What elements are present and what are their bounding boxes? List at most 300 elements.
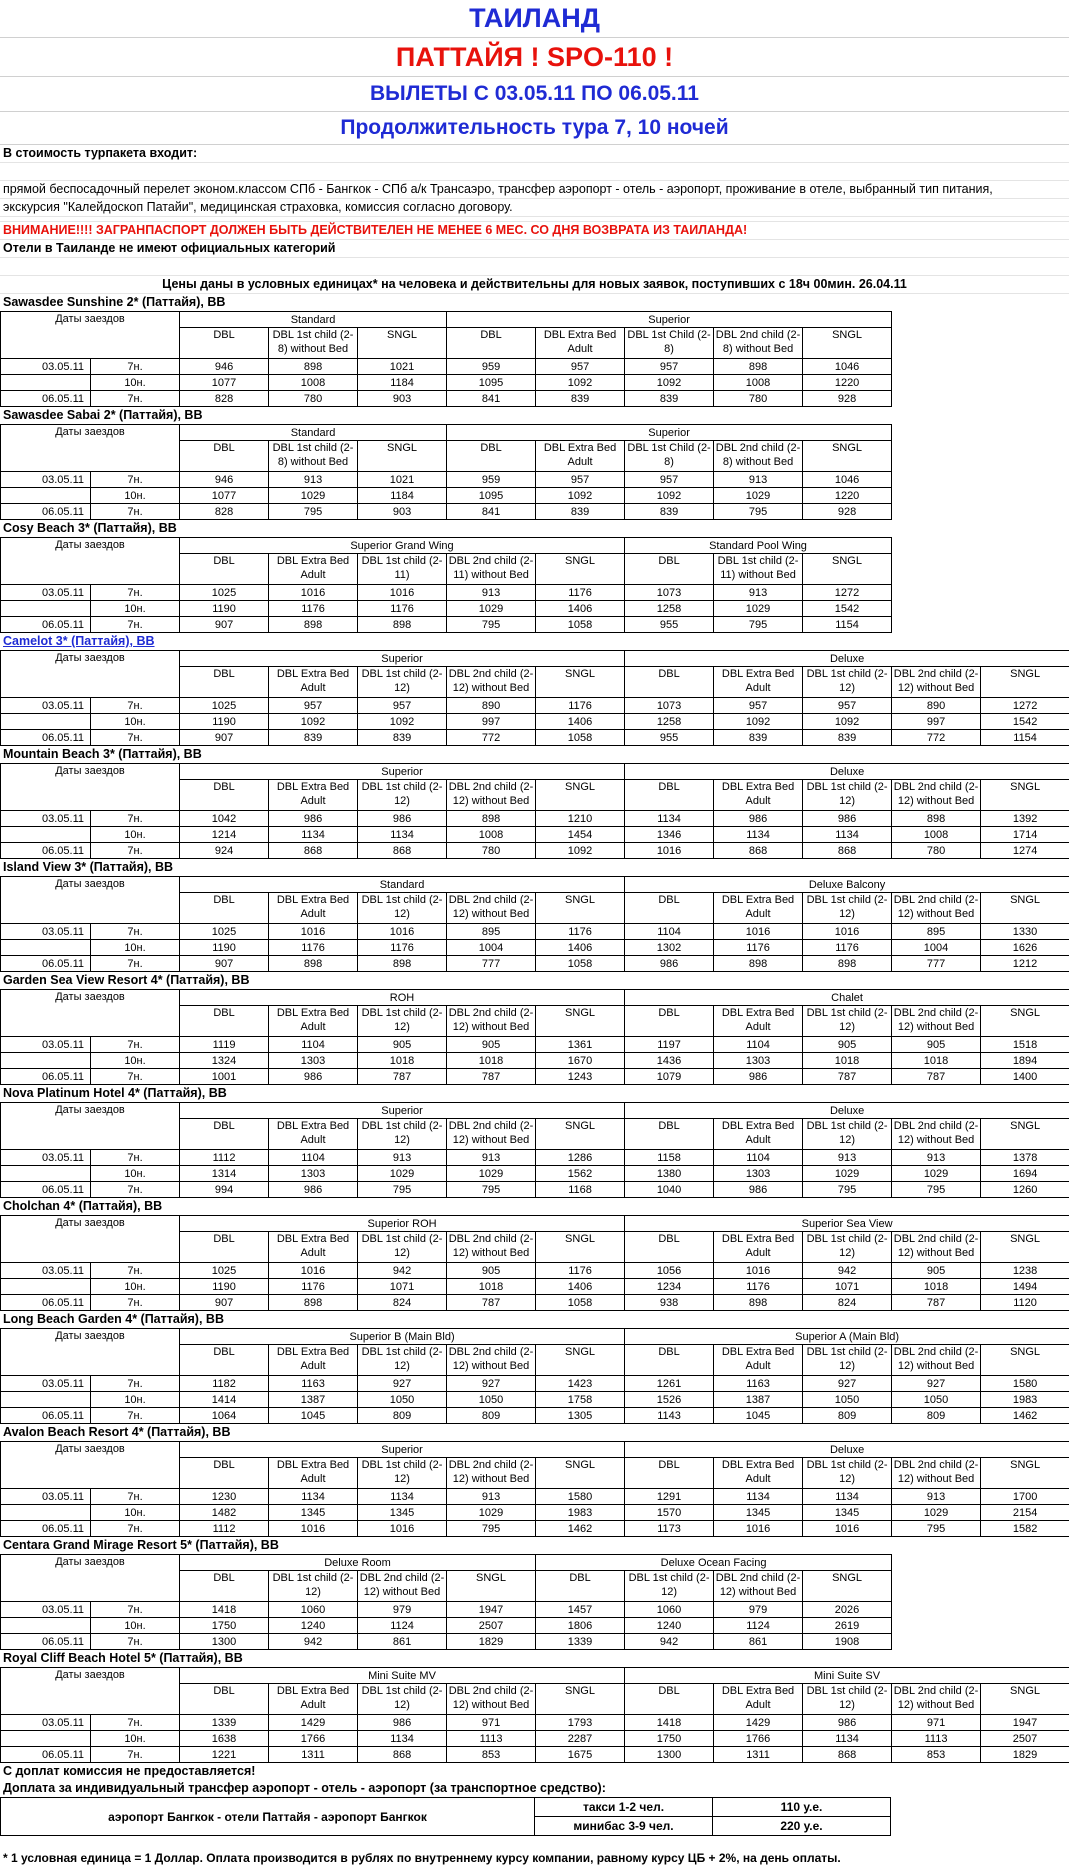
hotel-name: Avalon Beach Resort 4* (Паттайя), BB: [0, 1424, 1069, 1441]
column-header: DBL: [180, 1006, 269, 1037]
price-cell: 1134: [358, 1489, 447, 1505]
price-cell: 1021: [358, 359, 447, 375]
column-header: DBL: [180, 1119, 269, 1150]
price-cell: 1184: [358, 375, 447, 391]
price-cell: 1210: [536, 811, 625, 827]
room-type-header: Deluxe: [625, 651, 1069, 667]
hotel-name: Garden Sea View Resort 4* (Паттайя), BB: [0, 972, 1069, 989]
table-row: [1, 391, 892, 407]
column-header: DBL: [625, 554, 714, 585]
arrival-date: 03.05.11: [1, 811, 91, 827]
price-cell: 1214: [180, 827, 269, 843]
price-cell: 1056: [625, 1263, 714, 1279]
price-cell: 777: [892, 956, 981, 972]
price-cell: 913: [714, 585, 803, 601]
column-header: DBL Extra Bed Adult: [714, 1119, 803, 1150]
arrival-date: [1, 1618, 91, 1634]
price-cell: 979: [358, 1602, 447, 1618]
price-cell: 1008: [892, 827, 981, 843]
price-cell: 938: [625, 1295, 714, 1311]
price-cell: 868: [269, 843, 358, 859]
price-cell: 1429: [269, 1715, 358, 1731]
price-cell: 955: [625, 617, 714, 633]
price-cell: 809: [892, 1408, 981, 1424]
blank-row: [0, 258, 1069, 276]
price-cell: 780: [714, 391, 803, 407]
no-commission-note: С доплат комиссия не предоставляется!: [0, 1763, 1069, 1780]
price-cell: 839: [269, 730, 358, 746]
column-header: DBL 1st child (2-12): [803, 780, 892, 811]
price-cell: 1380: [625, 1166, 714, 1182]
price-cell: 1008: [714, 375, 803, 391]
price-cell: 1134: [269, 1489, 358, 1505]
includes-text-continued: экскурсия "Калейдоскоп Патайи", медицинская страховка, комиссия согласно договору.: [0, 199, 1069, 217]
price-cell: 907: [180, 730, 269, 746]
table-row: [1, 1150, 1069, 1166]
price-cell: 1894: [981, 1053, 1069, 1069]
price-cell: 1305: [536, 1408, 625, 1424]
nights-count: 7н.: [91, 1521, 180, 1537]
price-cell: 1025: [180, 1263, 269, 1279]
blank-row: [0, 163, 1069, 181]
arrival-date: 06.05.11: [1, 730, 91, 746]
hotel-block: [0, 1085, 1069, 1198]
hotel-block: [0, 520, 1069, 633]
price-cell: 1016: [803, 924, 892, 940]
price-cell: 1626: [981, 940, 1069, 956]
price-cell: 1238: [981, 1263, 1069, 1279]
column-header: DBL Extra Bed Adult: [269, 1345, 358, 1376]
nights-count: 7н.: [91, 730, 180, 746]
price-cell: 1079: [625, 1069, 714, 1085]
column-header: DBL: [180, 1571, 269, 1602]
price-cell: 1029: [447, 1166, 536, 1182]
price-cell: 1112: [180, 1150, 269, 1166]
room-type-header: Standard: [180, 425, 447, 441]
price-cell: 1001: [180, 1069, 269, 1085]
price-cell: 1190: [180, 940, 269, 956]
column-header: DBL Extra Bed Adult: [269, 893, 358, 924]
price-cell: 1092: [803, 714, 892, 730]
hotel-block: [0, 1311, 1069, 1424]
table-row: [1, 1166, 1069, 1182]
column-header: DBL 2nd child (2-12) without Bed: [892, 893, 981, 924]
nights-count: 7н.: [91, 1037, 180, 1053]
price-cell: 1190: [180, 714, 269, 730]
nights-count: 7н.: [91, 1489, 180, 1505]
price-cell: 2507: [981, 1731, 1069, 1747]
nights-count: 10н.: [91, 1166, 180, 1182]
offer-title: ПАТТАЙЯ ! SPO-110 !: [0, 38, 1069, 77]
room-type-header: Deluxe: [625, 1442, 1069, 1458]
price-cell: 942: [358, 1263, 447, 1279]
price-cell: 1829: [981, 1747, 1069, 1763]
price-cell: 913: [447, 1489, 536, 1505]
price-cell: 787: [447, 1069, 536, 1085]
price-cell: 994: [180, 1182, 269, 1198]
price-cell: 772: [447, 730, 536, 746]
column-header: DBL Extra Bed Adult: [714, 1006, 803, 1037]
table-row: [1, 956, 1069, 972]
price-cell: 913: [447, 1150, 536, 1166]
price-cell: 1058: [536, 956, 625, 972]
column-header: DBL 2nd child (2-12) without Bed: [447, 1006, 536, 1037]
column-header: DBL Extra Bed Adult: [269, 1684, 358, 1715]
price-cell: 928: [803, 391, 892, 407]
dates-header: Даты заездов: [1, 764, 180, 811]
price-cell: 898: [269, 359, 358, 375]
price-cell: 997: [447, 714, 536, 730]
column-header: DBL: [625, 893, 714, 924]
arrival-date: 06.05.11: [1, 956, 91, 972]
price-cell: 1406: [536, 714, 625, 730]
hotel-block: [0, 407, 1069, 520]
price-cell: 1766: [269, 1731, 358, 1747]
price-cell: 1542: [981, 714, 1069, 730]
column-header: SNGL: [447, 1571, 536, 1602]
price-cell: 1046: [803, 472, 892, 488]
price-cell: 986: [714, 1182, 803, 1198]
room-type-header: Mini Suite MV: [180, 1668, 625, 1684]
nights-count: 7н.: [91, 811, 180, 827]
column-header: SNGL: [536, 1345, 625, 1376]
nights-count: 7н.: [91, 1150, 180, 1166]
hotels-list: [0, 294, 1069, 1763]
price-cell: 1016: [358, 1521, 447, 1537]
column-header: DBL 1st child (2-8) without Bed: [269, 441, 358, 472]
price-cell: 1378: [981, 1150, 1069, 1166]
price-cell: 1134: [625, 811, 714, 827]
column-header: SNGL: [536, 893, 625, 924]
arrival-date: [1, 1053, 91, 1069]
arrival-date: 06.05.11: [1, 504, 91, 520]
price-cell: 1311: [269, 1747, 358, 1763]
price-cell: 898: [358, 956, 447, 972]
column-header: DBL 1st child (2-11) without Bed: [714, 554, 803, 585]
column-header: DBL 2nd child (2-12) without Bed: [447, 780, 536, 811]
price-cell: 1345: [803, 1505, 892, 1521]
table-row: [1, 1489, 1069, 1505]
arrival-date: [1, 488, 91, 504]
table-row: [1, 1521, 1069, 1537]
hotel-name[interactable]: Camelot 3* (Паттайя), BB: [0, 633, 1069, 650]
dates-header: Даты заездов: [1, 1329, 180, 1376]
price-cell: 1163: [714, 1376, 803, 1392]
dates-header: Даты заездов: [1, 1216, 180, 1263]
price-cell: 839: [536, 391, 625, 407]
column-header: SNGL: [536, 1458, 625, 1489]
arrival-date: 06.05.11: [1, 1408, 91, 1424]
price-cell: 868: [358, 843, 447, 859]
table-row: [1, 1618, 892, 1634]
price-cell: 1758: [536, 1392, 625, 1408]
arrival-date: 03.05.11: [1, 698, 91, 714]
price-cell: 1134: [714, 827, 803, 843]
transfer-price: 220 у.е.: [713, 1817, 891, 1836]
price-table: [0, 876, 1069, 972]
price-cell: 927: [892, 1376, 981, 1392]
table-row: [1, 1279, 1069, 1295]
price-cell: 1272: [803, 585, 892, 601]
hotel-block: [0, 1198, 1069, 1311]
table-row: [1, 1505, 1069, 1521]
column-header: DBL 2nd child (2-12) without Bed: [447, 1684, 536, 1715]
price-cell: 1073: [625, 585, 714, 601]
hotel-block: [0, 294, 1069, 407]
column-header: DBL 2nd child (2-12) without Bed: [714, 1571, 803, 1602]
column-header: DBL 2nd child (2-12) without Bed: [892, 1232, 981, 1263]
hotel-block: [0, 1650, 1069, 1763]
price-cell: 1462: [981, 1408, 1069, 1424]
table-row: [1, 1182, 1069, 1198]
price-cell: 1018: [892, 1053, 981, 1069]
price-cell: 1675: [536, 1747, 625, 1763]
price-cell: 1462: [536, 1521, 625, 1537]
price-cell: 1406: [536, 940, 625, 956]
arrival-date: 06.05.11: [1, 1634, 91, 1650]
price-cell: 913: [892, 1150, 981, 1166]
price-cell: 1176: [269, 1279, 358, 1295]
price-cell: 898: [714, 359, 803, 375]
categories-note: Отели в Таиланде не имеют официальных категорий: [0, 240, 1069, 258]
column-header: DBL: [180, 893, 269, 924]
table-row: [1, 472, 892, 488]
column-header: DBL 1st child (2-12): [358, 667, 447, 698]
price-cell: 787: [358, 1069, 447, 1085]
price-cell: 841: [447, 504, 536, 520]
price-cell: 1029: [447, 1505, 536, 1521]
room-type-header: Superior A (Main Bld): [625, 1329, 1069, 1345]
price-cell: 986: [358, 1715, 447, 1731]
price-cell: 787: [892, 1069, 981, 1085]
price-cell: 1016: [714, 924, 803, 940]
price-cell: 795: [714, 504, 803, 520]
room-type-header: Deluxe Ocean Facing: [536, 1555, 892, 1571]
column-header: DBL 2nd child (2-12) without Bed: [447, 1119, 536, 1150]
column-header: SNGL: [536, 780, 625, 811]
blank-row: [0, 1836, 1069, 1850]
column-header: SNGL: [536, 554, 625, 585]
price-cell: 1071: [358, 1279, 447, 1295]
arrival-date: 03.05.11: [1, 1150, 91, 1166]
price-cell: 898: [269, 617, 358, 633]
price-cell: 1095: [447, 488, 536, 504]
price-cell: 1018: [447, 1279, 536, 1295]
table-row: [1, 940, 1069, 956]
transfer-vehicle: минибас 3-9 чел.: [535, 1817, 713, 1836]
column-header: DBL 1st Child (2-8): [625, 328, 714, 359]
column-header: DBL: [180, 1684, 269, 1715]
arrival-date: [1, 1279, 91, 1295]
arrival-date: 06.05.11: [1, 1069, 91, 1085]
table-row: [1, 827, 1069, 843]
price-cell: 2619: [803, 1618, 892, 1634]
price-cell: 787: [892, 1295, 981, 1311]
price-table: [0, 424, 892, 520]
table-row: [1, 1037, 1069, 1053]
column-header: DBL 2nd child (2-12) without Bed: [892, 1119, 981, 1150]
nights-count: 7н.: [91, 843, 180, 859]
nights-count: 7н.: [91, 1602, 180, 1618]
column-header: DBL Extra Bed Adult: [714, 1345, 803, 1376]
column-header: SNGL: [803, 1571, 892, 1602]
price-cell: 905: [447, 1037, 536, 1053]
price-cell: 868: [803, 1747, 892, 1763]
price-cell: 1300: [625, 1747, 714, 1763]
price-cell: 1314: [180, 1166, 269, 1182]
price-cell: 1197: [625, 1037, 714, 1053]
arrival-date: 03.05.11: [1, 1489, 91, 1505]
price-cell: 1058: [536, 730, 625, 746]
nights-count: 7н.: [91, 1408, 180, 1424]
price-cell: 2287: [536, 1731, 625, 1747]
dates-header: Даты заездов: [1, 1555, 180, 1602]
column-header: DBL Extra Bed Adult: [269, 667, 358, 698]
price-cell: 905: [358, 1037, 447, 1053]
price-cell: 1029: [803, 1166, 892, 1182]
column-header: DBL 1st child (2-12): [803, 1232, 892, 1263]
column-header: DBL Extra Bed Adult: [269, 1006, 358, 1037]
price-cell: 1400: [981, 1069, 1069, 1085]
nights-count: 10н.: [91, 1731, 180, 1747]
table-row: [1, 359, 892, 375]
price-cell: 1025: [180, 924, 269, 940]
column-header: DBL 2nd child (2-12) without Bed: [447, 667, 536, 698]
room-type-header: Superior: [447, 312, 892, 328]
hotel-name: Cosy Beach 3* (Паттайя), BB: [0, 520, 1069, 537]
column-header: DBL: [625, 1684, 714, 1715]
price-cell: 1016: [803, 1521, 892, 1537]
price-cell: 1261: [625, 1376, 714, 1392]
price-cell: 1058: [536, 617, 625, 633]
price-cell: 959: [447, 359, 536, 375]
price-cell: 924: [180, 843, 269, 859]
price-cell: 898: [269, 956, 358, 972]
dates-header: Даты заездов: [1, 1668, 180, 1715]
price-table: [0, 1441, 1069, 1537]
price-cell: 1221: [180, 1747, 269, 1763]
price-cell: 1582: [981, 1521, 1069, 1537]
price-cell: 986: [714, 1069, 803, 1085]
price-cell: 1050: [447, 1392, 536, 1408]
table-row: [1, 1069, 1069, 1085]
price-cell: 1134: [358, 827, 447, 843]
price-cell: 986: [803, 811, 892, 827]
hotel-block: [0, 859, 1069, 972]
price-cell: 913: [892, 1489, 981, 1505]
price-cell: 1025: [180, 585, 269, 601]
price-cell: 903: [358, 504, 447, 520]
price-cell: 905: [892, 1037, 981, 1053]
price-cell: 795: [269, 504, 358, 520]
price-cell: 1240: [625, 1618, 714, 1634]
table-row: [1, 924, 1069, 940]
price-cell: 986: [803, 1715, 892, 1731]
price-cell: 942: [803, 1263, 892, 1279]
table-row: [1, 1731, 1069, 1747]
price-cell: 1029: [714, 601, 803, 617]
column-header: DBL: [625, 780, 714, 811]
price-cell: 1025: [180, 698, 269, 714]
column-header: DBL 2nd child (2-12) without Bed: [447, 1232, 536, 1263]
prices-note: Цены даны в условных единицах* на человека и действительны для новых заявок, поступивших с 18ч 00мин. 26.04.11: [0, 276, 1069, 294]
price-cell: 1113: [892, 1731, 981, 1747]
price-cell: 1029: [892, 1166, 981, 1182]
column-header: DBL 2nd child (2-12) without Bed: [892, 780, 981, 811]
price-cell: 1029: [714, 488, 803, 504]
price-cell: 839: [625, 504, 714, 520]
price-cell: 1694: [981, 1166, 1069, 1182]
price-cell: 986: [269, 1069, 358, 1085]
table-row: [1, 1392, 1069, 1408]
nights-count: 7н.: [91, 472, 180, 488]
price-cell: 1260: [981, 1182, 1069, 1198]
price-cell: 1339: [180, 1715, 269, 1731]
price-cell: 795: [447, 1521, 536, 1537]
nights-count: 10н.: [91, 375, 180, 391]
column-header: SNGL: [358, 441, 447, 472]
price-cell: 971: [447, 1715, 536, 1731]
price-cell: 1045: [714, 1408, 803, 1424]
price-cell: 1176: [358, 601, 447, 617]
price-cell: 1008: [269, 375, 358, 391]
dates-header: Даты заездов: [1, 877, 180, 924]
column-header: SNGL: [536, 1232, 625, 1263]
price-cell: 1112: [180, 1521, 269, 1537]
column-header: SNGL: [981, 893, 1069, 924]
price-cell: 957: [269, 698, 358, 714]
price-cell: 1670: [536, 1053, 625, 1069]
column-header: DBL: [625, 1006, 714, 1037]
arrival-date: 03.05.11: [1, 1263, 91, 1279]
table-row: [1, 811, 1069, 827]
price-cell: 913: [269, 472, 358, 488]
price-cell: 1184: [358, 488, 447, 504]
price-cell: 839: [358, 730, 447, 746]
price-cell: 1429: [714, 1715, 803, 1731]
column-header: DBL 2nd child (2-12) without Bed: [447, 1458, 536, 1489]
price-cell: 1418: [625, 1715, 714, 1731]
price-cell: 809: [803, 1408, 892, 1424]
price-cell: 895: [892, 924, 981, 940]
price-cell: 1806: [536, 1618, 625, 1634]
room-type-header: Superior ROH: [180, 1216, 625, 1232]
column-header: DBL: [447, 328, 536, 359]
table-row: [1, 1408, 1069, 1424]
price-cell: 1060: [625, 1602, 714, 1618]
transfer-price: 110 у.е.: [713, 1798, 891, 1817]
hotel-name: Royal Cliff Beach Hotel 5* (Паттайя), BB: [0, 1650, 1069, 1667]
column-header: DBL 2nd child (2-8) without Bed: [714, 328, 803, 359]
price-cell: 1258: [625, 714, 714, 730]
price-cell: 957: [625, 472, 714, 488]
table-row: [1, 1602, 892, 1618]
price-cell: 1212: [981, 956, 1069, 972]
price-cell: 971: [892, 1715, 981, 1731]
price-cell: 1638: [180, 1731, 269, 1747]
price-cell: 828: [180, 391, 269, 407]
price-cell: 861: [714, 1634, 803, 1650]
price-table: [0, 1102, 1069, 1198]
nights-count: 10н.: [91, 488, 180, 504]
price-cell: 957: [625, 359, 714, 375]
price-cell: 1016: [358, 585, 447, 601]
price-cell: 1124: [714, 1618, 803, 1634]
nights-count: 7н.: [91, 359, 180, 375]
price-cell: 895: [447, 924, 536, 940]
table-row: [1, 601, 892, 617]
price-cell: 898: [892, 811, 981, 827]
